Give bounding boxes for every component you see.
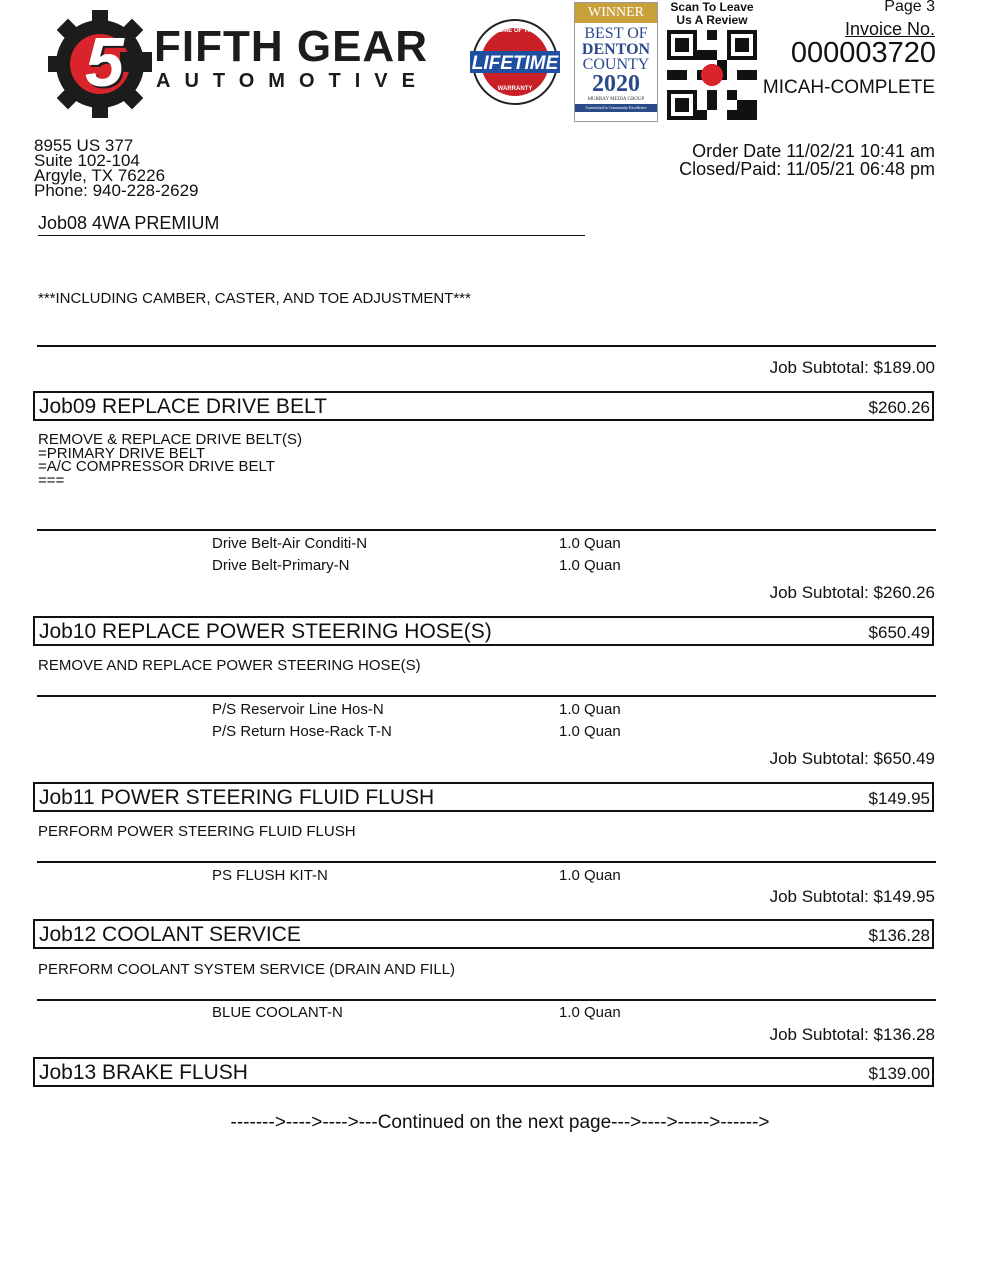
job09-subtotal: Job Subtotal: $260.26 <box>769 583 935 602</box>
job11-subtotal: Job Subtotal: $149.95 <box>769 887 935 906</box>
badge-denton: DENTON <box>581 41 651 58</box>
badge-year: 2020 <box>592 71 640 97</box>
job10-header <box>33 616 934 646</box>
job11-header <box>33 782 934 812</box>
job12-header <box>33 919 934 949</box>
address-phone: Phone: 940-228-2629 <box>34 181 199 200</box>
job10-description <box>38 659 421 673</box>
qr-code-icon <box>667 29 757 121</box>
address-line3: Argyle, TX 76226 <box>34 166 166 185</box>
description-line: =A/C COMPRESSOR DRIVE BELT <box>38 458 275 475</box>
job12-description <box>38 963 455 977</box>
logo-name: FIFTH GEAR <box>154 22 428 71</box>
job13-header <box>33 1057 934 1087</box>
job09-header <box>33 391 934 421</box>
part-name: BLUE COOLANT-N <box>212 1004 343 1021</box>
description-line: REMOVE AND REPLACE POWER STEERING HOSE(S) <box>38 657 421 674</box>
badge-media: MURRAY MEDIA GROUP <box>587 97 645 102</box>
shop-address <box>34 138 198 198</box>
logo-subtitle: AUTOMOTIVE <box>156 70 429 92</box>
description-line: PERFORM COOLANT SYSTEM SERVICE (DRAIN AND FILL) <box>38 961 456 978</box>
job11-price: $149.95 <box>868 789 930 808</box>
part-name: Drive Belt-Primary-N <box>212 557 350 574</box>
badge-best-of: BEST OF <box>584 25 648 42</box>
review-qr[interactable] <box>664 0 760 122</box>
part-name: Drive Belt-Air Conditi-N <box>212 535 368 552</box>
job09-description <box>38 433 302 487</box>
part-name: P/S Return Hose-Rack T-N <box>212 723 392 740</box>
invoice-label: Invoice No. <box>844 19 935 39</box>
address-line1: 8955 US 377 <box>34 136 134 155</box>
job12-subtotal: Job Subtotal: $136.28 <box>769 1025 935 1044</box>
description-line: === <box>38 471 65 489</box>
job13-price: $139.00 <box>868 1064 930 1083</box>
part-quantity: 1.0 Quan <box>559 723 621 740</box>
badge-county: COUNTY <box>582 56 650 73</box>
job11-title: Job11 POWER STEERING FLUID FLUSH <box>39 786 435 809</box>
divider <box>37 345 936 347</box>
qr-caption-line1: Scan To Leave <box>670 0 754 14</box>
job09-price: $260.26 <box>868 398 930 417</box>
logo <box>22 0 442 122</box>
part-name: PS FLUSH KIT-N <box>212 867 328 884</box>
divider <box>37 695 936 697</box>
badge-top-text: HOME OF THE <box>494 28 536 34</box>
closed-paid-date: Closed/Paid: 11/05/21 06:48 pm <box>679 159 935 179</box>
page-number: Page 3 <box>884 0 935 15</box>
job13-title: Job13 BRAKE FLUSH <box>39 1061 248 1084</box>
part-quantity: 1.0 Quan <box>559 535 621 552</box>
service-advisor: MICAH-COMPLETE <box>762 77 935 98</box>
description-line: PERFORM POWER STEERING FLUID FLUSH <box>38 823 356 840</box>
logo-digit: 5 <box>85 23 124 101</box>
best-of-denton-badge <box>574 2 658 122</box>
order-date: Order Date 11/02/21 10:41 am <box>692 141 935 161</box>
lifetime-warranty-badge <box>462 18 568 106</box>
job10-price: $650.49 <box>868 623 930 642</box>
job11-description <box>38 825 356 839</box>
divider <box>37 861 936 863</box>
job12-title: Job12 COOLANT SERVICE <box>39 923 301 946</box>
continued-notice: ------->---->---->---Continued on the next page--->---->----->------> <box>230 1112 770 1133</box>
badge-main-text: LIFETIME <box>471 53 559 74</box>
part-name: P/S Reservoir Line Hos-N <box>212 701 384 718</box>
job08-subtotal: Job Subtotal: $189.00 <box>769 358 935 377</box>
badge-bottom-text: WARRANTY <box>497 86 533 92</box>
description-line: REMOVE & REPLACE DRIVE BELT(S) <box>38 431 302 448</box>
badge-winner: WINNER <box>575 3 657 23</box>
job09-title: Job09 REPLACE DRIVE BELT <box>39 395 327 418</box>
job10-title: Job10 REPLACE POWER STEERING HOSE(S) <box>39 620 492 643</box>
address-line2: Suite 102-104 <box>34 151 140 170</box>
part-quantity: 1.0 Quan <box>559 1004 621 1021</box>
divider <box>37 529 936 531</box>
part-quantity: 1.0 Quan <box>559 867 621 884</box>
job08-note: ***INCLUDING CAMBER, CASTER, AND TOE ADJUSTMENT*** <box>38 290 471 307</box>
qr-caption-line2: Us A Review <box>676 13 748 27</box>
badge-tagline: Committed to Community Excellence <box>575 104 657 112</box>
job08-title: Job08 4WA PREMIUM <box>38 213 585 236</box>
invoice-number: 000003720 <box>790 37 936 69</box>
job10-subtotal: Job Subtotal: $650.49 <box>769 749 935 768</box>
divider <box>37 999 936 1001</box>
part-quantity: 1.0 Quan <box>559 557 621 574</box>
description-line: =PRIMARY DRIVE BELT <box>38 444 206 462</box>
part-quantity: 1.0 Quan <box>559 701 621 718</box>
job12-price: $136.28 <box>868 926 930 945</box>
